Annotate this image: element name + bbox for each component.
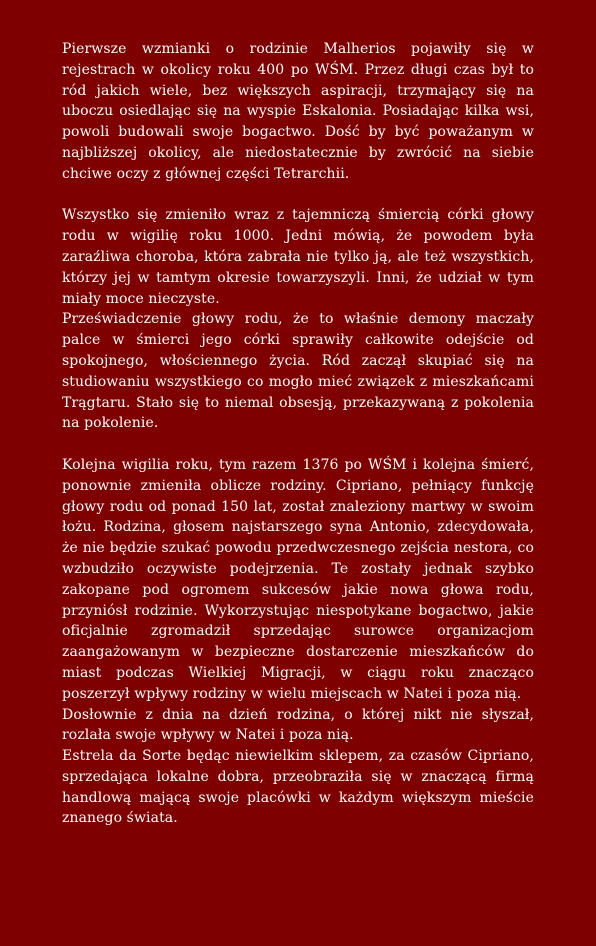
paragraph-cipriano-death: Kolejna wigilia roku, tym razem 1376 po WŚM i kolejna śmierć, ponownie zmieniła oblicze rodziny. Cipriano, pełniący funkcję głowy rodu od ponad 150 lat, został znaleziony martwy w swoim łożu. Rodzina, głosem najstarszego syna Antonio, zdecydowała, że nie będzie szukać powodu przedwczesnego zejścia nestora, co wzbudziło oczywiste podejrzenia. Te zostały jednak szybko zakopane pod ogromem sukcesów jakie nowa głowa rodu, przyniósł rodzinie. Wykorzystując niespotykane bogactwo, jakie oficjalnie zgromadził sprzedając surowce organizacjom zaangażowanym w bezpieczne dostarczenie mieszkańców do miast podczas Wielkiej Migracji, w ciągu roku znacząco poszerzył wpływy rodziny w wielu miejscach w Natei i poza nią. bbox=[62, 456, 534, 702]
paragraph-daughter-death: Wszystko się zmieniło wraz z tajemniczą śmiercią córki głowy rodu w wigilię roku 1000. Jedni mówią, że powodem była zaraźliwa choroba, która zabrała nie tylko ją, ale też wszystkich, którzy jej w tamtym okresie towarzyszyli. Inni, że udział w tym miały moce nieczyste. bbox=[62, 207, 534, 307]
paragraph-family-influence: Dosłownie z dnia na dzień rodzina, o której nikt nie słyszał, rozlała swoje wpływy w Natei i poza nią. bbox=[62, 706, 534, 744]
paragraph-estrela-da-sorte: Estrela da Sorte będąc niewielkim sklepem, za czasów Cipriano, sprzedająca lokalne dobra, przeobraziła się w znaczącą firmą handlową mającą swoje placówki w każdym większym mieście znanego świata. bbox=[62, 748, 534, 827]
paragraph-origins: Pierwsze wzmianki o rodzinie Malherios pojawiły się w rejestrach w okolicy roku 400 po WŚM. Przez długi czas był to ród jakich wiele, bez większych aspiracji, trzymający się na uboczu osiedlając się na wyspie Eskalonia. Posiadając kilka wsi, powoli budowali swoje bogactwo. Dość by być poważanym w najbliższej okolicy, ale niedostatecznie by zwrócić na siebie chciwe oczy z głównej części Tetrarchii. bbox=[62, 41, 534, 182]
paragraph-demon-obsession: Przeświadczenie głowy rodu, że to właśnie demony maczały palce w śmierci jego córki sprawiły całkowite odejście od spokojnego, włościennego życia. Ród zaczął skupiać się na studiowaniu wszystkiego co mogło mieć związek z mieszkańcami Trągtaru. Stało się to niemal obsesją, przekazywaną z pokolenia na pokolenie. bbox=[62, 311, 534, 432]
